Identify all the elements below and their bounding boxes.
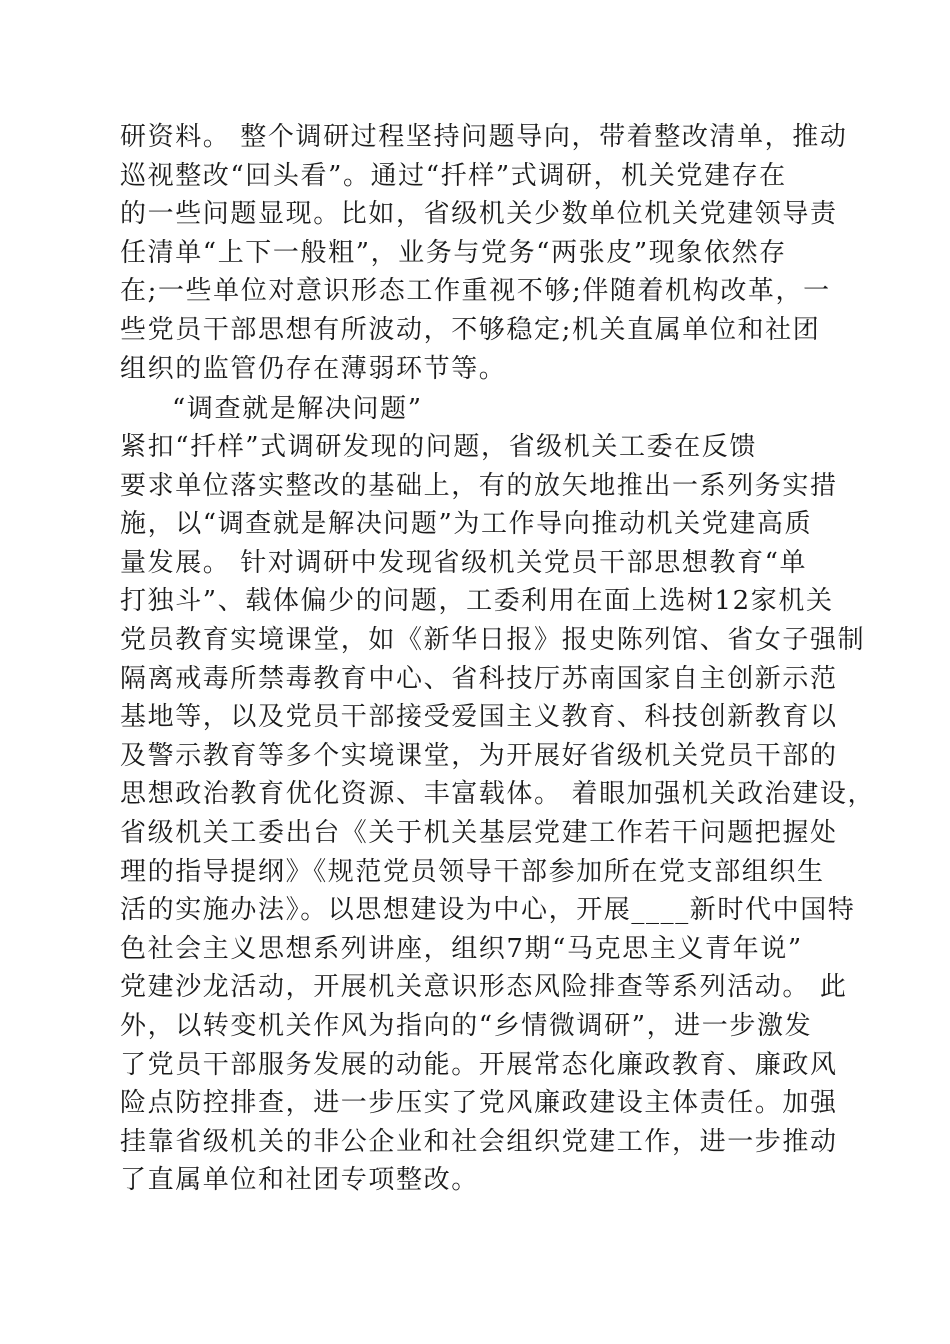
section-heading-text: “调查就是解决问题” (172, 394, 423, 424)
paragraph-1 (120, 118, 848, 388)
paragraph-line: 思想政治教育优化资源、丰富载体。 着眼加强机关政治建设， (120, 779, 876, 810)
paragraph-line: 理的指导提纲》《规范党员领导干部参加所在党支部组织生 (120, 856, 825, 887)
paragraph-line: 险点防控排查，进一步压实了党风廉政建设主体责任。加强 (120, 1088, 838, 1119)
paragraph-line: 要求单位落实整改的基础上，有的放矢地推出一系列务实措 (120, 470, 838, 501)
paragraph-line: 挂靠省级机关的非公企业和社会组织党建工作，进一步推动 (120, 1126, 838, 1157)
paragraph-line: 的一些问题显现。比如，省级机关少数单位机关党建领导责 (120, 199, 838, 230)
paragraph-line: 党建沙龙活动，开展机关意识形态风险排查等系列活动。 此 (120, 972, 848, 1003)
paragraph-line: 紧扣“扦样”式调研发现的问题，省级机关工委在反馈 (120, 432, 757, 462)
paragraph-line: 了直属单位和社团专项整改。 (120, 1165, 479, 1196)
paragraph-line: 隔离戒毒所禁毒教育中心、省科技厅苏南国家自主创新示范 (120, 663, 838, 694)
paragraph-2 (120, 428, 876, 1200)
paragraph-line: 外，以转变机关作风为指向的“乡情微调研”，进一步激发 (120, 1010, 813, 1041)
paragraph-line: 巡视整改“回头看”。通过“扦样”式调研，机关党建存在 (120, 160, 787, 191)
paragraph-line: 活的实施办法》。以思想建设为中心，开展____新时代中国特 (120, 895, 856, 926)
paragraph-line: 研资料。 整个调研过程坚持问题导向，带着整改清单，推动 (120, 122, 848, 152)
paragraph-line: 在;一些单位对意识形态工作重视不够;伴随着机构改革，一 (120, 276, 831, 307)
paragraph-line: 组织的监管仍存在薄弱环节等。 (120, 353, 507, 384)
paragraph-line: 任清单“上下一般粗”，业务与党务“两张皮”现象依然存 (120, 237, 787, 268)
paragraph-line: 了党员干部服务发展的动能。开展常态化廉政教育、廉政风 (120, 1049, 838, 1080)
paragraph-line: 施，以“调查就是解决问题”为工作导向推动机关党建高质 (120, 509, 813, 540)
section-heading (172, 390, 884, 429)
paragraph-line: 党员教育实境课堂，如《新华日报》报史陈列馆、省女子强制 (120, 624, 866, 655)
paragraph-line: 省级机关工委出台《关于机关基层党建工作若干问题把握处 (120, 817, 838, 848)
paragraph-line: 些党员干部思想有所波动，不够稳定;机关直属单位和社团 (120, 314, 821, 345)
paragraph-line: 基地等，以及党员干部接受爱国主义教育、科技创新教育以 (120, 702, 838, 733)
paragraph-line: 及警示教育等多个实境课堂，为开展好省级机关党员干部的 (120, 740, 838, 771)
paragraph-line: 量发展。 针对调研中发现省级机关党员干部思想教育“单 (120, 547, 808, 578)
paragraph-line: 色社会主义思想系列讲座，组织7期“马克思主义青年说” (120, 933, 803, 964)
paragraph-line: 打独斗”、载体偏少的问题，工委利用在面上选树12家机关 (120, 586, 834, 617)
